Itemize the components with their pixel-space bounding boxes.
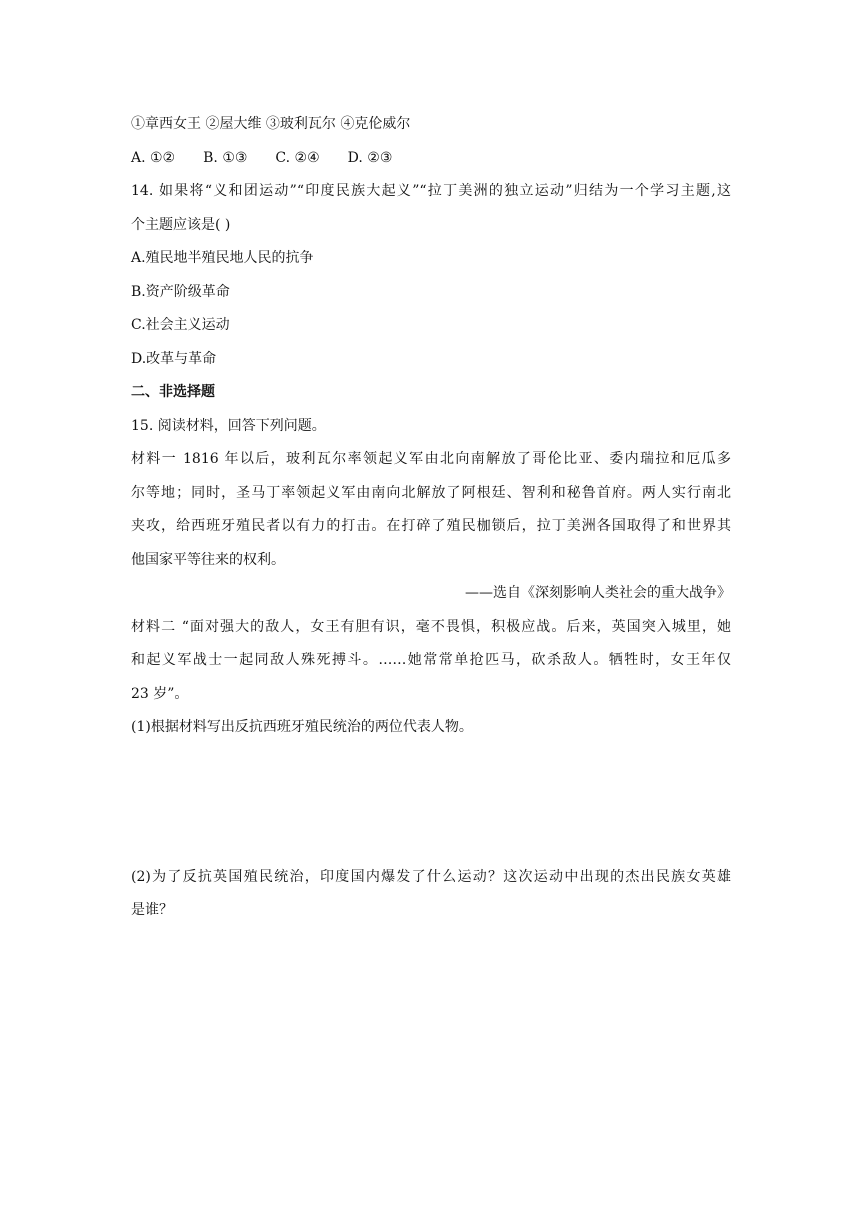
q14-stem-line2: 个主题应该是( ) <box>131 216 231 233</box>
material1-line: 夹攻，给西班牙殖民者以有力的打击。在打碎了殖民枷锁后，拉丁美洲各国取得了和世界其 <box>131 518 731 534</box>
material2-line: 材料二 “面对强大的敌人，女王有胆有识，毫不畏惧，积极应战。后来，英国突入城里，她 <box>131 618 731 635</box>
q13-items: ①章西女王 ②屋大维 ③玻利瓦尔 ④克伦威尔 <box>131 116 411 132</box>
q14-option-b: B.资产阶级革命 <box>131 283 230 300</box>
material1-source: ——选自《深刻影响人类社会的重大战争》 <box>465 585 731 601</box>
q15-sub2-line1: (2)为了反抗英国殖民统治，印度国内爆发了什么运动？这次运动中出现的杰出民族女英雄 <box>131 868 731 885</box>
q13-option-a: A. ①② <box>131 149 176 166</box>
material1-line: 材料一 1816 年以后，玻利瓦尔率领起义军由北向南解放了哥伦比亚、委内瑞拉和厄瓜多 <box>131 451 731 467</box>
material1-line: 尔等地；同时，圣马丁率领起义军由南向北解放了阿根廷、智利和秘鲁首府。两人实行南北 <box>131 484 731 501</box>
answer-space <box>131 745 731 861</box>
q13-option-d: D. ②③ <box>347 149 393 166</box>
q13-option-c: C. ②④ <box>275 149 320 166</box>
q15-stem: 15. 阅读材料，回答下列问题。 <box>131 417 326 434</box>
q14-stem-line1: 14. 如果将“义和团运动”“印度民族大起义”“拉丁美洲的独立运动”归结为一个学习主题,这 <box>131 183 731 199</box>
material1-line: 他国家平等往来的权利。 <box>131 551 285 568</box>
q13-option-b: B. ①③ <box>203 149 248 166</box>
q13-options <box>131 142 731 176</box>
q14-option-a: A.殖民地半殖民地人民的抗争 <box>131 250 314 266</box>
material2-line: 23 岁”。 <box>131 685 189 702</box>
q14-option-d: D.改革与革命 <box>131 350 217 367</box>
section-title: 二、非选择题 <box>131 384 215 400</box>
exam-page <box>131 108 731 928</box>
material2-line: 和起义军战士一起同敌人殊死搏斗。……她常常单抢匹马，砍杀敌人。牺牲时，女王年仅 <box>131 652 731 668</box>
q15-sub2-line2: 是谁？ <box>131 902 173 918</box>
q15-sub1: (1)根据材料写出反抗西班牙殖民统治的两位代表人物。 <box>131 719 473 735</box>
q14-option-c: C.社会主义运动 <box>131 317 230 333</box>
